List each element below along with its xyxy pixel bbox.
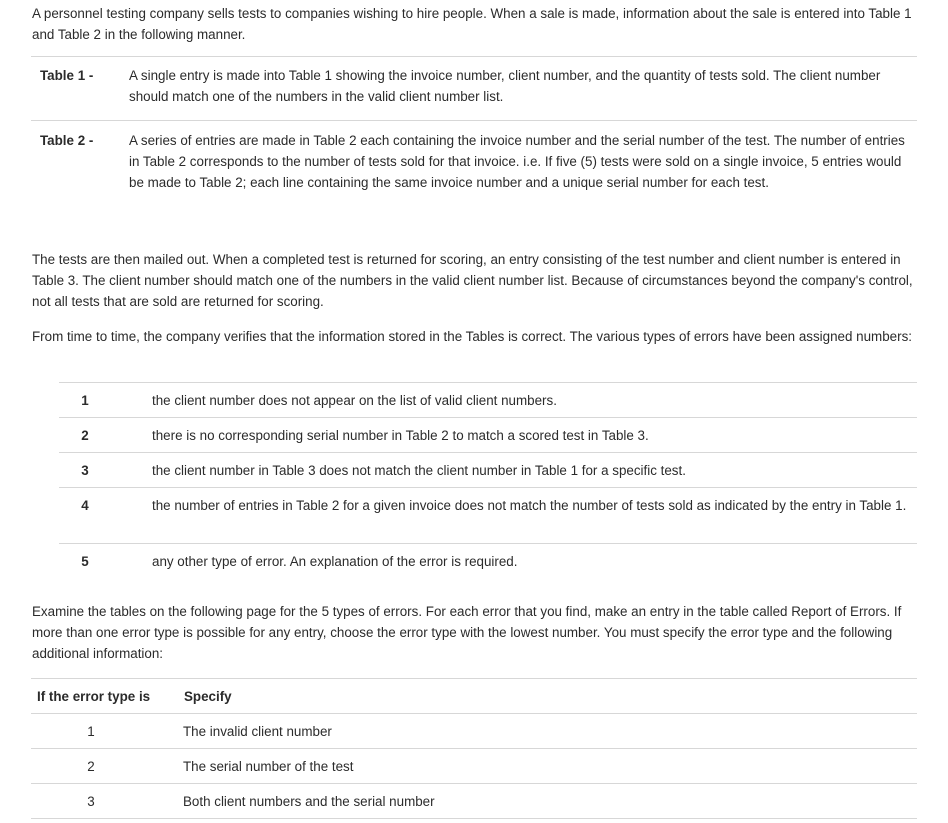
table-2-description: A series of entries are made in Table 2 each containing the invoice number and the serial number of the test. The number of entries in Table 2 corresponds to the number of tests sold for that invoice. i.e. If five (5) tests were sold on a single invoice, 5 entries would be made to Table 2; each line containing the same invoice number and a unique serial number for each test. <box>129 133 905 190</box>
divider <box>31 818 917 819</box>
divider <box>31 56 917 57</box>
error-type-description: the number of entries in Table 2 for a given invoice does not match the number of tests sold as indicated by the entry in Table 1. <box>152 498 907 513</box>
mailing-paragraph: The tests are then mailed out. When a completed test is returned for scoring, an entry consisting of the test number and client number is entered in Table 3. The client number should match one of the numbers in the valid client number list. Because of circumstances beyond the company's control, not all tests that are sold are returned for scoring. <box>32 252 913 309</box>
table-row-error-number: 3 <box>87 794 95 809</box>
verification-paragraph: From time to time, the company verifies that the information stored in the Tables is correct. The various types of errors have been assigned numbers: <box>32 329 912 344</box>
divider <box>59 417 917 418</box>
error-type-number: 1 <box>81 393 89 408</box>
divider <box>31 678 917 679</box>
divider <box>31 713 917 714</box>
error-type-number: 4 <box>81 498 89 513</box>
divider <box>59 487 917 488</box>
intro-paragraph: A personnel testing company sells tests to companies wishing to hire people. When a sale is made, information about the sale is entered into Table 1 and Table 2 in the following manner. <box>32 6 912 42</box>
column-header-specify: Specify <box>184 689 232 704</box>
table-1-label: Table 1 - <box>40 68 94 83</box>
divider <box>59 452 917 453</box>
table-row-specify-text: The invalid client number <box>183 724 332 739</box>
error-type-description: the client number in Table 3 does not match the client number in Table 1 for a specific test. <box>152 463 686 478</box>
error-type-number: 2 <box>81 428 89 443</box>
instructions-paragraph: Examine the tables on the following page for the 5 types of errors. For each error that you find, make an entry in the table called Report of Errors. If more than one error type is possible for any entry, choose the error type with the lowest number. You must specify the error type and the following additional information: <box>32 604 902 661</box>
table-row-specify-text: Both client numbers and the serial number <box>183 794 435 809</box>
error-type-description: any other type of error. An explanation of the error is required. <box>152 554 518 569</box>
column-header-error-type: If the error type is <box>37 689 151 704</box>
divider <box>31 748 917 749</box>
error-type-description: the client number does not appear on the list of valid client numbers. <box>152 393 557 408</box>
error-type-description: there is no corresponding serial number in Table 2 to match a scored test in Table 3. <box>152 428 649 443</box>
divider <box>31 120 917 121</box>
table-row-specify-text: The serial number of the test <box>183 759 354 774</box>
error-type-number: 3 <box>81 463 89 478</box>
table-row-error-number: 1 <box>87 724 95 739</box>
table-row-error-number: 2 <box>87 759 95 774</box>
table-1-description: A single entry is made into Table 1 showing the invoice number, client number, and the quantity of tests sold. The client number should match one of the numbers in the valid client number list. <box>129 68 881 104</box>
table-2-label: Table 2 - <box>40 133 94 148</box>
divider <box>59 543 917 544</box>
divider <box>31 783 917 784</box>
error-type-number: 5 <box>81 554 89 569</box>
divider <box>59 382 917 383</box>
